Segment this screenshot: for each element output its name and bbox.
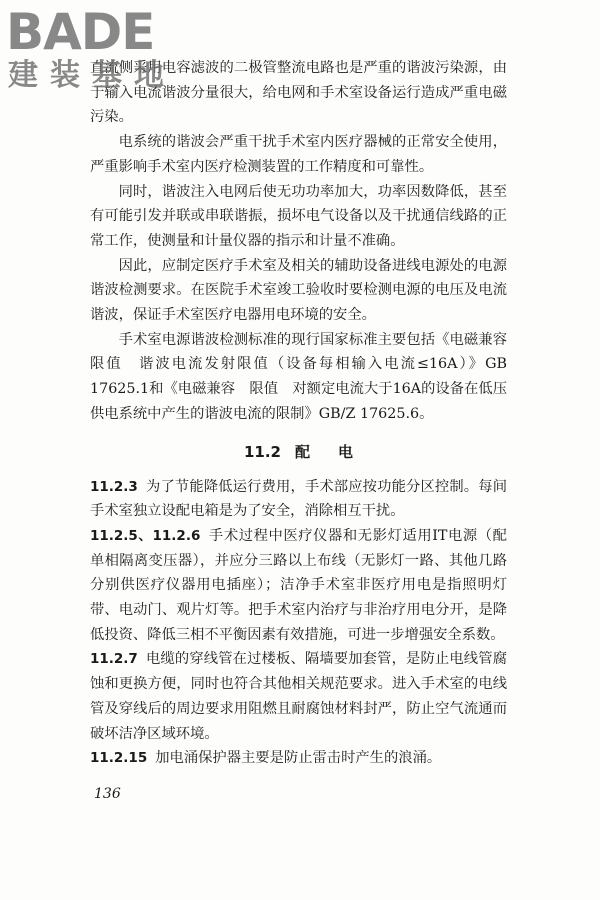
section-number: 11.2 bbox=[243, 442, 281, 461]
watermark-word: BADE bbox=[6, 3, 155, 61]
clause-item bbox=[90, 647, 507, 746]
clause-text: 手术过程中医疗仪器和无影灯适用IT电源（配单相隔离变压器），并应分三路以上布线（无影灯一路、其他几路分别供医疗仪器用电插座）；洁净手术室非医疗用电是指照明灯带、电动门、观片灯等。把手术室内治疗与非治疗用电分开，是降低投资、降低三相不平衡因素有效措施，可进一步增强安全系数。 bbox=[90, 527, 507, 643]
page-body bbox=[90, 56, 522, 771]
watermark-cn: 建装基地 bbox=[8, 58, 176, 93]
clause-text: 为了节能降低运行费用，手术部应按功能分区控制。每间手术室独立设配电箱是为了安全，消除相互干扰。 bbox=[90, 478, 507, 520]
paragraph-1: 直流侧采用电容滤波的二极管整流电路也是严重的谐波污染源，由于输入电流谐波分量很大，给电网和手术室设备运行造成严重电磁污染。 bbox=[90, 60, 507, 126]
clause-item bbox=[90, 524, 507, 648]
page-number: 136 bbox=[94, 786, 121, 802]
clause-number: 11.2.7 bbox=[90, 651, 138, 668]
clause-text: 电缆的穿线管在过楼板、隔墙要加套管，是防止电线管腐蚀和更换方便，同时也符合其他相关规范要求。进入手术室的电线管及穿线后的周边要求用阻燃且耐腐蚀材料封严，防止空气流通而破坏洁净区域环境。 bbox=[90, 651, 507, 742]
watermark-logo bbox=[6, 4, 186, 96]
section-heading bbox=[90, 441, 507, 463]
clause-number: 11.2.15 bbox=[90, 750, 148, 767]
paragraph-3: 同时，谐波注入电网后使无功功率加大，功率因数降低，甚至有可能引发并联或串联谐振，损坏电气设备以及干扰通信线路的正常工作，使测量和计量仪器的指示和计量不准确。 bbox=[90, 183, 507, 249]
section-title-b: 电 bbox=[338, 442, 354, 461]
clause-item bbox=[90, 475, 507, 524]
paragraph-2: 电系统的谐波会严重干扰手术室内医疗器械的正常安全使用，严重影响手术室内医疗检测装置的工作精度和可靠性。 bbox=[90, 134, 507, 175]
clause-number: 11.2.5、11.2.6 bbox=[90, 527, 201, 544]
clause-number: 11.2.3 bbox=[90, 478, 138, 495]
section-title-a: 配 bbox=[294, 442, 310, 461]
clause-text: 加电涌保护器主要是防止雷击时产生的浪涌。 bbox=[155, 750, 442, 767]
clause-item bbox=[90, 746, 507, 771]
paragraph-5: 手术室电源谐波检测标准的现行国家标准主要包括《电磁兼容 限值 谐波电流发射限值（设备每相输入电流≤16A）》GB 17625.1和《电磁兼容 限值 对额定电流大于16A的设备在低压供电系统中产生的谐波电流的限制》GB/Z 17625.6。 bbox=[90, 331, 522, 422]
paragraph-4: 因此，应制定医疗手术室及相关的辅助设备进线电源处的电源谐波检测要求。在医院手术室竣工验收时要检测电源的电压及电流谐波，保证手术室医疗电器用电环境的安全。 bbox=[90, 257, 507, 324]
